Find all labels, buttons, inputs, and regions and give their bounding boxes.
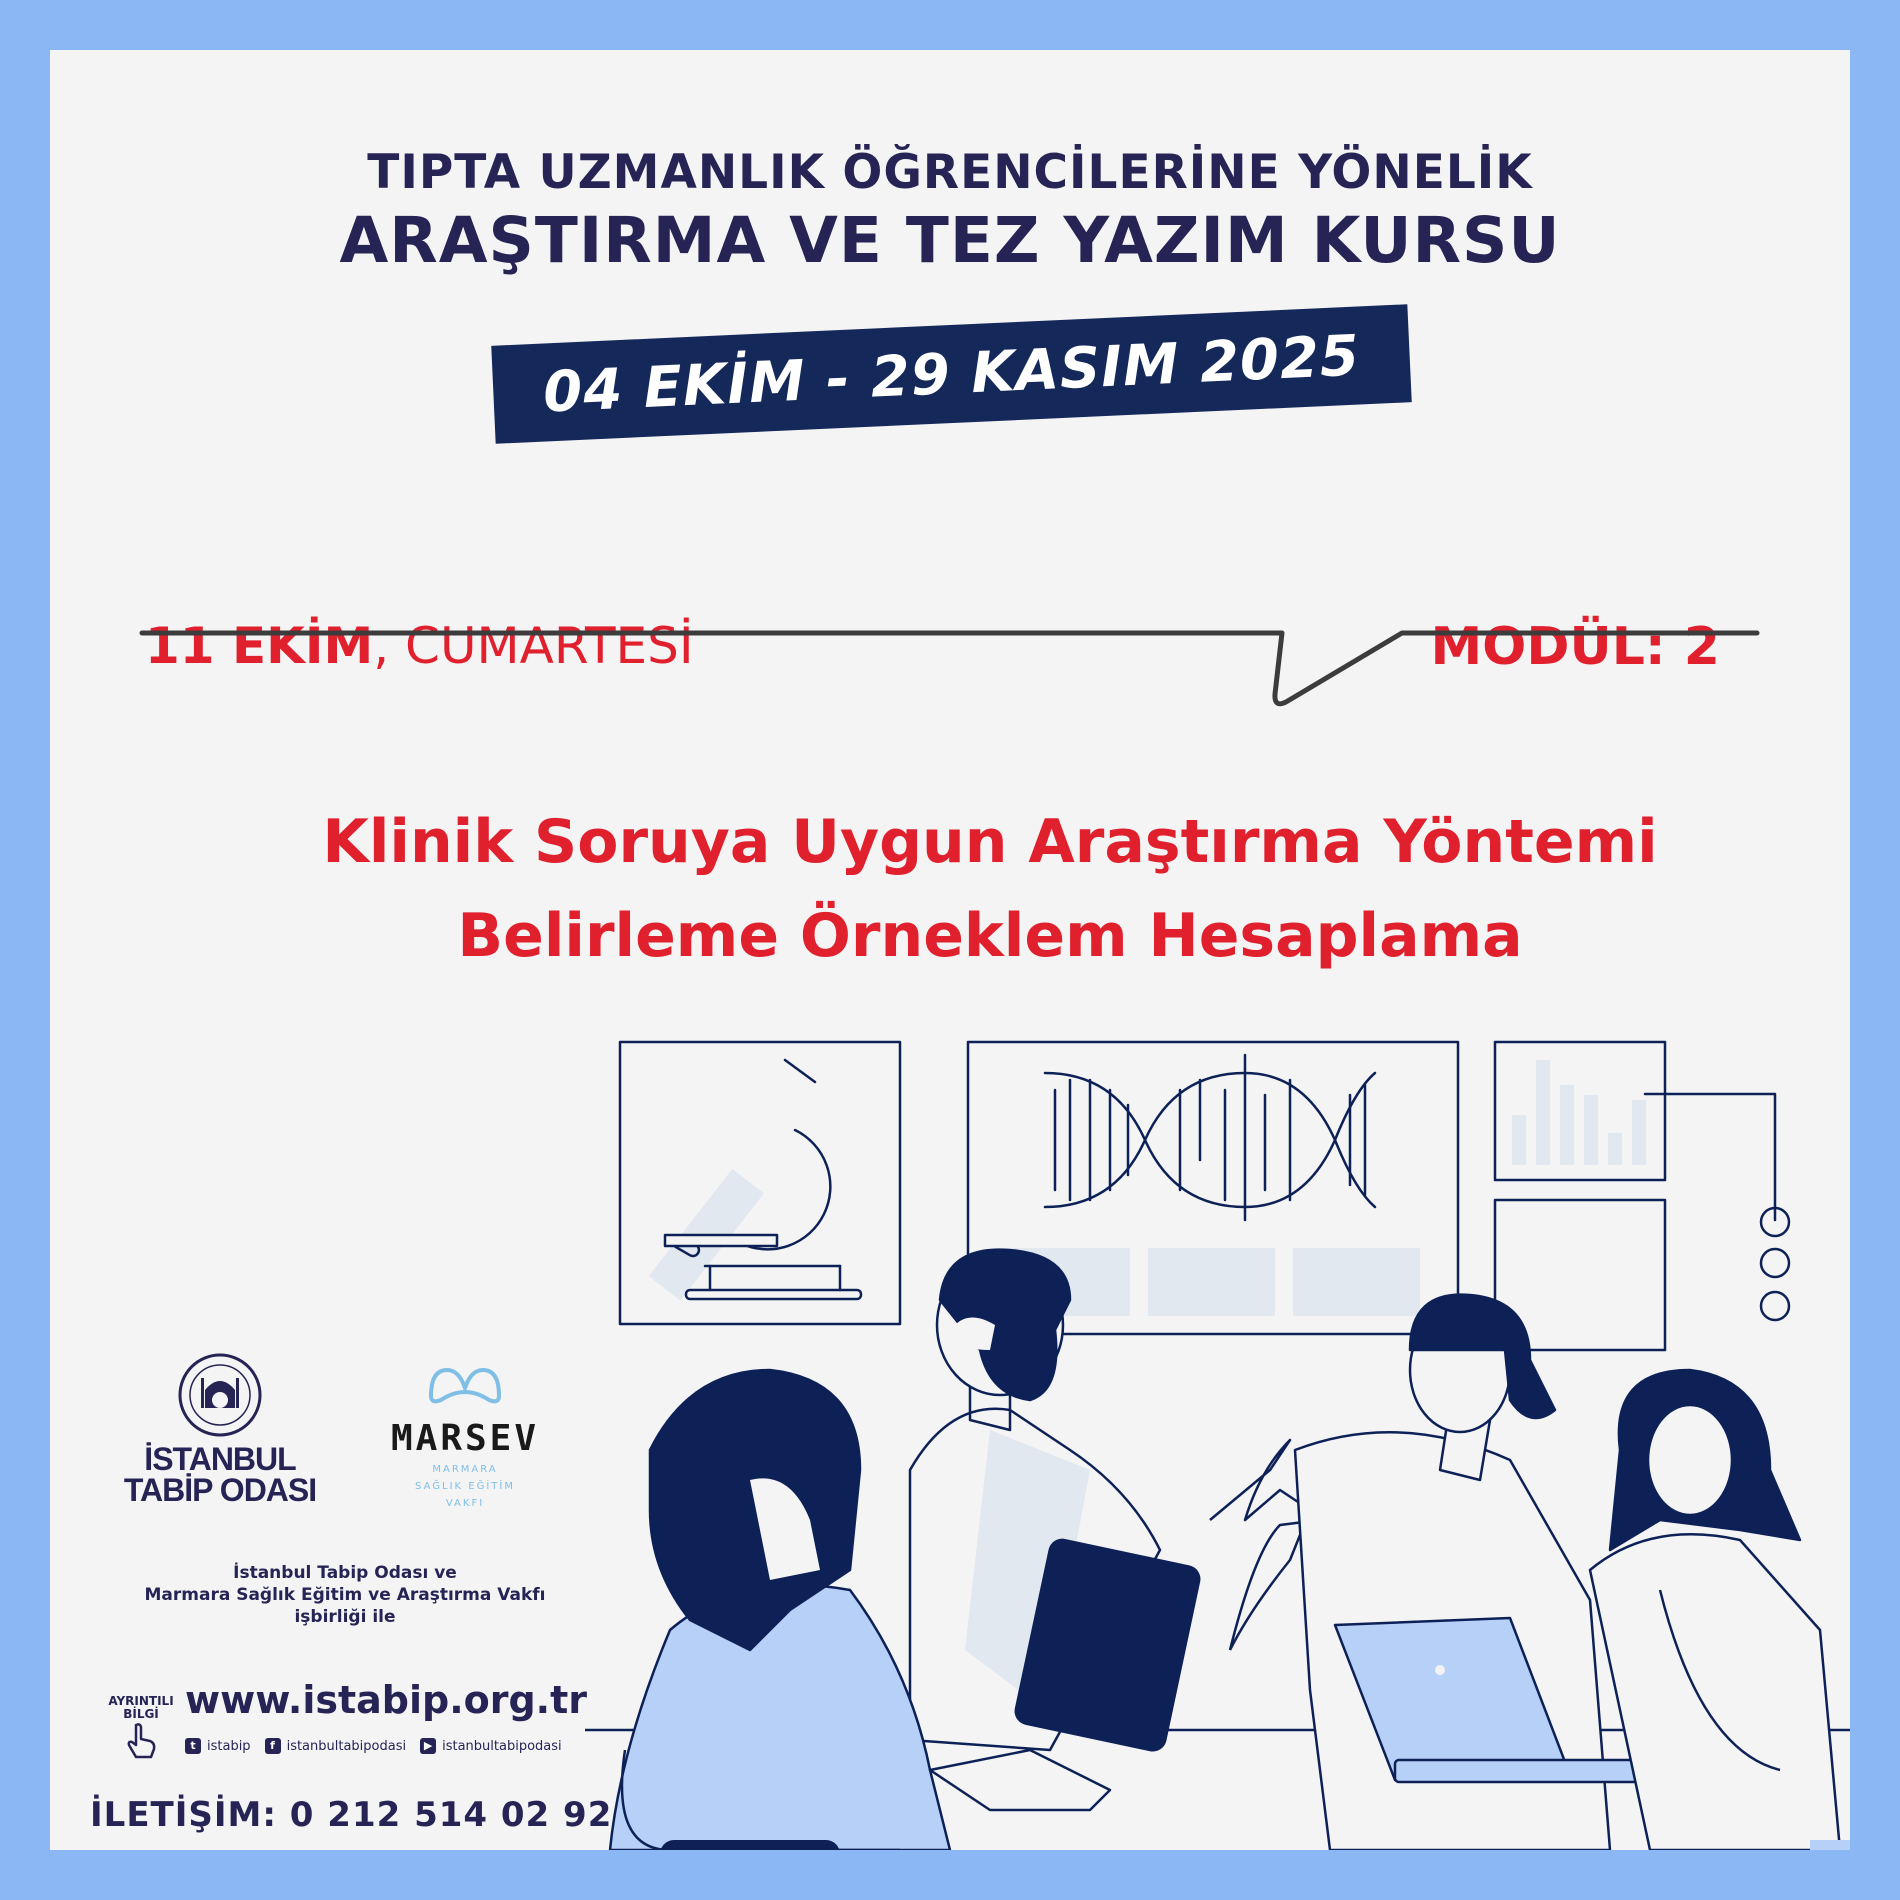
session-date-day: 11 EKİM — [145, 617, 374, 675]
ito-name-line-1: İSTANBUL — [144, 1441, 296, 1477]
ito-seal-icon — [175, 1350, 265, 1440]
istanbul-tabip-odasi-logo — [110, 1350, 330, 1506]
social-links — [185, 1738, 562, 1754]
facebook-icon: f — [265, 1738, 281, 1754]
more-info-line-1: AYRINTILI — [108, 1694, 174, 1708]
social-twitter[interactable] — [185, 1738, 251, 1754]
more-info-line-2: BİLGİ — [123, 1707, 159, 1721]
topic-line-2: Belirleme Örneklem Hesaplama — [457, 901, 1523, 971]
social-twitter-label: istabip — [207, 1738, 251, 1754]
date-range: 04 EKİM - 29 KASIM 2025 — [541, 322, 1362, 426]
youtube-icon: ▶ — [420, 1738, 436, 1754]
marsev-sub-1: MARMARA — [432, 1464, 498, 1475]
website-link[interactable]: www.istabip.org.tr — [185, 1678, 588, 1722]
marsev-name: MARSEV — [390, 1418, 540, 1459]
contact-phone: İLETİŞİM: 0 212 514 02 92 — [90, 1795, 613, 1835]
partnership-line-1: İstanbul Tabip Odası ve — [233, 1563, 457, 1583]
marsev-mark-icon — [425, 1360, 505, 1406]
social-youtube[interactable] — [420, 1738, 562, 1754]
topic-line-1: Klinik Soruya Uygun Araştırma Yöntemi — [322, 807, 1658, 877]
partnership-line-3: işbirliği ile — [294, 1607, 396, 1627]
marsev-sub-2: SAĞLIK EĞİTİM — [415, 1481, 515, 1492]
marsev-logo — [390, 1360, 540, 1510]
ito-name-line-2: TABİP ODASI — [123, 1472, 317, 1508]
more-info-label — [105, 1695, 177, 1764]
main-title: ARAŞTIRMA VE TEZ YAZIM KURSU — [339, 204, 1561, 277]
poster-panel — [50, 50, 1850, 1850]
twitter-icon: t — [185, 1738, 201, 1754]
session-date-weekday: , CUMARTESİ — [373, 617, 694, 675]
social-facebook[interactable] — [265, 1738, 407, 1754]
partnership-text — [120, 1562, 570, 1628]
social-facebook-label: istanbultabipodasi — [286, 1738, 407, 1754]
social-youtube-label: istanbultabipodasi — [442, 1738, 562, 1754]
pointing-hand-icon — [124, 1721, 158, 1761]
marsev-sub-3: VAKFI — [445, 1498, 485, 1509]
pre-title: TIPTA UZMANLIK ÖĞRENCİLERİNE YÖNELİK — [367, 145, 1533, 200]
partnership-line-2: Marmara Sağlık Eğitim ve Araştırma Vakfı — [144, 1585, 546, 1605]
module-label: MODÜL: 2 — [1430, 617, 1720, 677]
